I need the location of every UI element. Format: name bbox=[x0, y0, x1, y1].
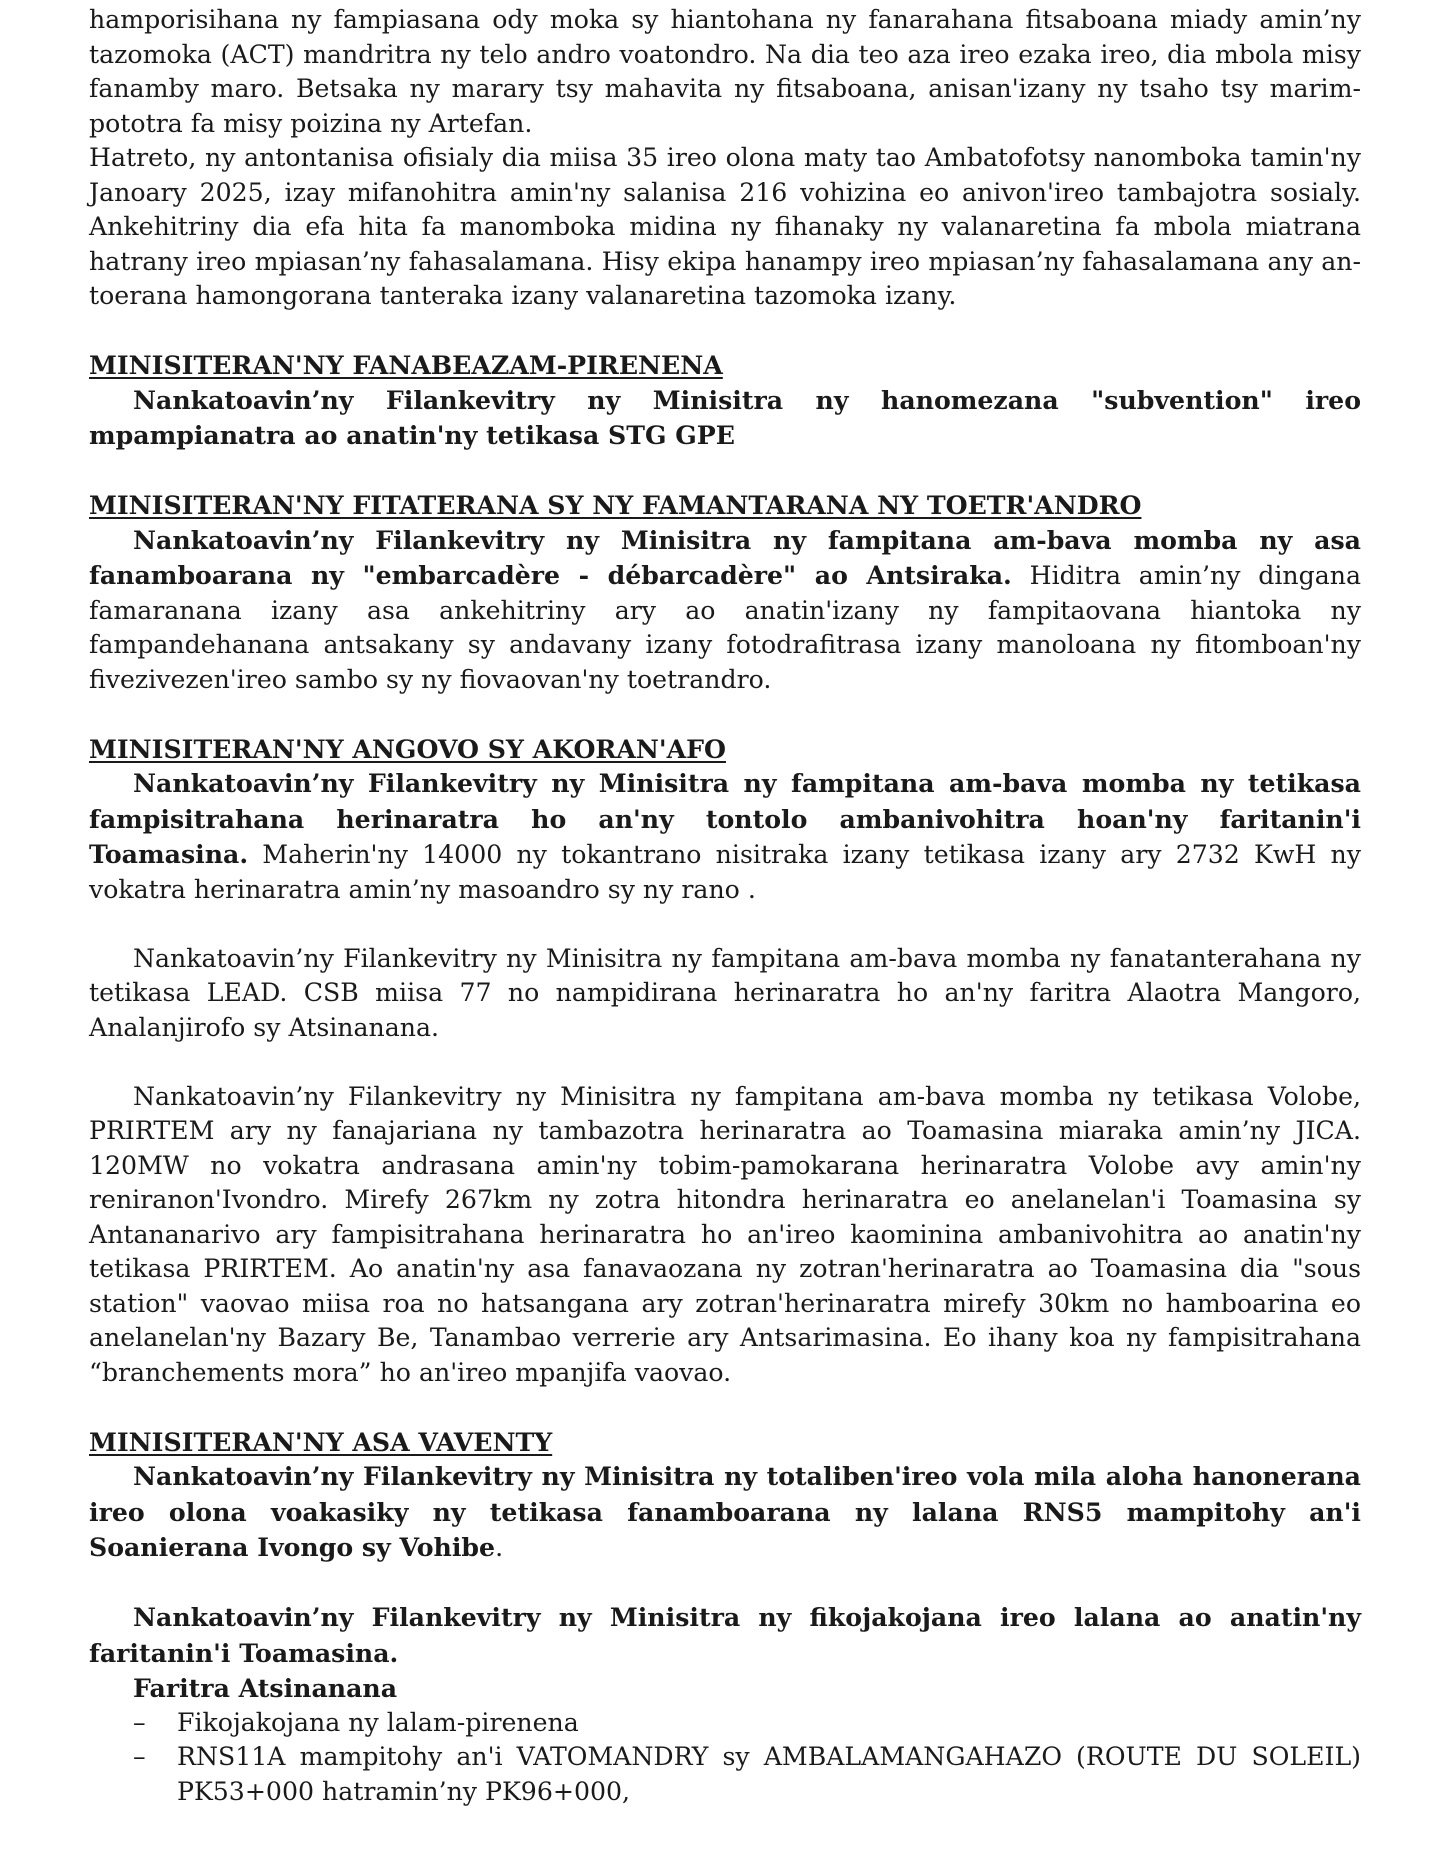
fanabeazana-paragraph bbox=[89, 383, 1361, 454]
section-heading-angovo: MINISITERAN'NY ANGOVO SY AKORAN'AFO bbox=[89, 733, 726, 764]
angovo-body-text: Maherin'ny 14000 ny tokantrano nisitraka izany tetikasa izany ary 2732 KwH ny vokatra herinaratra amin’ny masoandro sy ny rano . bbox=[89, 840, 1361, 904]
spacer bbox=[89, 697, 1361, 732]
angovo-paragraph-2: Nankatoavin’ny Filankevitry ny Minisitra ny fampitana am-bava momba ny fanatanterahana ny tetikasa LEAD. CSB miisa 77 no nampidirana herinaratra ho an'ny faritra Alaotra Mangoro, Analanjirofo sy Atsinanana. bbox=[89, 943, 1361, 1042]
dash-list bbox=[89, 1706, 1361, 1810]
section-heading-fanabeazana: MINISITERAN'NY FANABEAZAM-PIRENENA bbox=[89, 350, 723, 380]
spacer bbox=[89, 1045, 1361, 1080]
intro-paragraph-2: Hatreto, ny antontanisa ofisialy dia miisa 35 ireo olona maty tao Ambatofotsy nanomboka tamin'ny Janoary 2025, izay mifanohitra amin'ny salanisa 216 vohizina eo anivon'ireo tambajotra sosialy. Ankehitriny dia efa hita fa manomboka midina ny fihanaky ny valanaretina fa mbola miatrana hatrany ireo mpiasan’ny fahasalamana. Hisy ekipa hanampy ireo mpiasan’ny fahasalamana any an-toerana hamongorana tanteraka izany valanaretina tazomoka izany. bbox=[89, 143, 1361, 310]
vaventy-bold-text-2: Nankatoavin’ny Filankevitry ny Minisitra ny fikojakojana ireo lalana ao anatin'ny faritanin'i Toamasina. bbox=[89, 1602, 1361, 1668]
fanabeazana-bold-text: Nankatoavin’ny Filankevitry ny Minisitra ny hanomezana "subvention" ireo mpampianatra ao anatin'ny tetikasa STG GPE bbox=[89, 384, 1361, 450]
vaventy-paragraph-1 bbox=[89, 1459, 1361, 1566]
intro-paragraph-1: hamporisihana ny fampiasana ody moka sy hiantohana ny fanarahana fitsaboana miady amin’ny tazomoka (ACT) mandritra ny telo andro voatondro. Na dia teo aza ireo ezaka ireo, dia mbola misy fanamby maro. Betsaka ny marary tsy mahavita ny fitsaboana, anisan'izany ny tsaho tsy marim-pototra fa misy poizina ny Artefan. bbox=[89, 5, 1361, 138]
vaventy-period: . bbox=[495, 1533, 504, 1562]
subheading-faritra-atsinanana: Faritra Atsinanana bbox=[133, 1673, 398, 1703]
fitaterana-bold-text: Nankatoavin’ny Filankevitry ny Minisitra ny fampitana am-bava momba ny asa fanamboarana ny "embarcadère - débarcadère" ao Antsiraka. bbox=[89, 524, 1361, 590]
fitaterana-paragraph bbox=[89, 523, 1361, 698]
list-item: – RNS11A mampitohy an'i VATOMANDRY sy AMBALAMANGAHAZO (ROUTE DU SOLEIL) PK53+000 hatramin’ny PK96+000, bbox=[133, 1740, 1361, 1809]
spacer bbox=[89, 907, 1361, 942]
vaventy-bold-text-1: Nankatoavin’ny Filankevitry ny Minisitra ny totaliben'ireo vola mila aloha hanonerana ireo olona voakasiky ny tetikasa fanamboarana ny lalana RNS5 mampitohy an'i Soanierana Ivongo sy Vohibe bbox=[89, 1461, 1361, 1562]
section-heading-asa-vaventy: MINISITERAN'NY ASA VAVENTY bbox=[89, 1426, 553, 1457]
angovo-paragraph-1 bbox=[89, 766, 1361, 907]
list-item: – Fikojakojana ny lalam-pirenena bbox=[133, 1706, 1361, 1741]
spacer bbox=[89, 1390, 1361, 1425]
spacer bbox=[89, 1566, 1361, 1601]
spacer bbox=[89, 454, 1361, 489]
spacer bbox=[89, 314, 1361, 349]
section-heading-fitaterana: MINISITERAN'NY FITATERANA SY NY FAMANTARANA NY TOETR'ANDRO bbox=[89, 490, 1142, 520]
angovo-bold-text: Nankatoavin’ny Filankevitry ny Minisitra ny fampitana am-bava momba ny tetikasa fampisitrahana herinaratra ho an'ny tontolo ambanivohitra hoan'ny faritanin'i Toamasina. bbox=[89, 768, 1361, 869]
angovo-paragraph-3: Nankatoavin’ny Filankevitry ny Minisitra ny fampitana am-bava momba ny tetikasa Volobe, PRIRTEM ary ny fanajariana ny tambazotra herinaratra ao Toamasina miaraka amin’ny JICA. 120MW no vokatra andrasana amin'ny tobim-pamokarana herinaratra Volobe avy amin'ny reniranon'Ivondro. Mirefy 267km ny zotra hitondra herinaratra eo anelanelan'i Toamasina sy Antananarivo ary fampisitrahana herinaratra ho an'ireo kaominina ambanivohitra ao anatin'ny tetikasa PRIRTEM. Ao anatin'ny asa fanavaozana ny zotran'herinaratra ao Toamasina dia "sous station" vaovao miisa roa no hatsangana ary zotran'herinaratra mirefy 30km no hamboarina eo anelanelan'ny Bazary Be, Tanambao verrerie ary Antsarimasina. Eo ihany koa ny fampisitrahana “branchements mora” ho an'ireo mpanjifa vaovao. bbox=[89, 1081, 1361, 1387]
fitaterana-body-text: Hiditra amin’ny dingana famaranana izany asa ankehitriny ary ao anatin'izany ny fampitaovana hiantoka ny fampandehanana antsakany sy andavany izany fotodrafitrasa izany manoloana ny fitomboan'ny fivezivezen'ireo sambo sy ny fiovaovan'ny toetrandro. bbox=[89, 561, 1362, 694]
vaventy-paragraph-2 bbox=[89, 1600, 1361, 1671]
document-page bbox=[89, 3, 1361, 1809]
